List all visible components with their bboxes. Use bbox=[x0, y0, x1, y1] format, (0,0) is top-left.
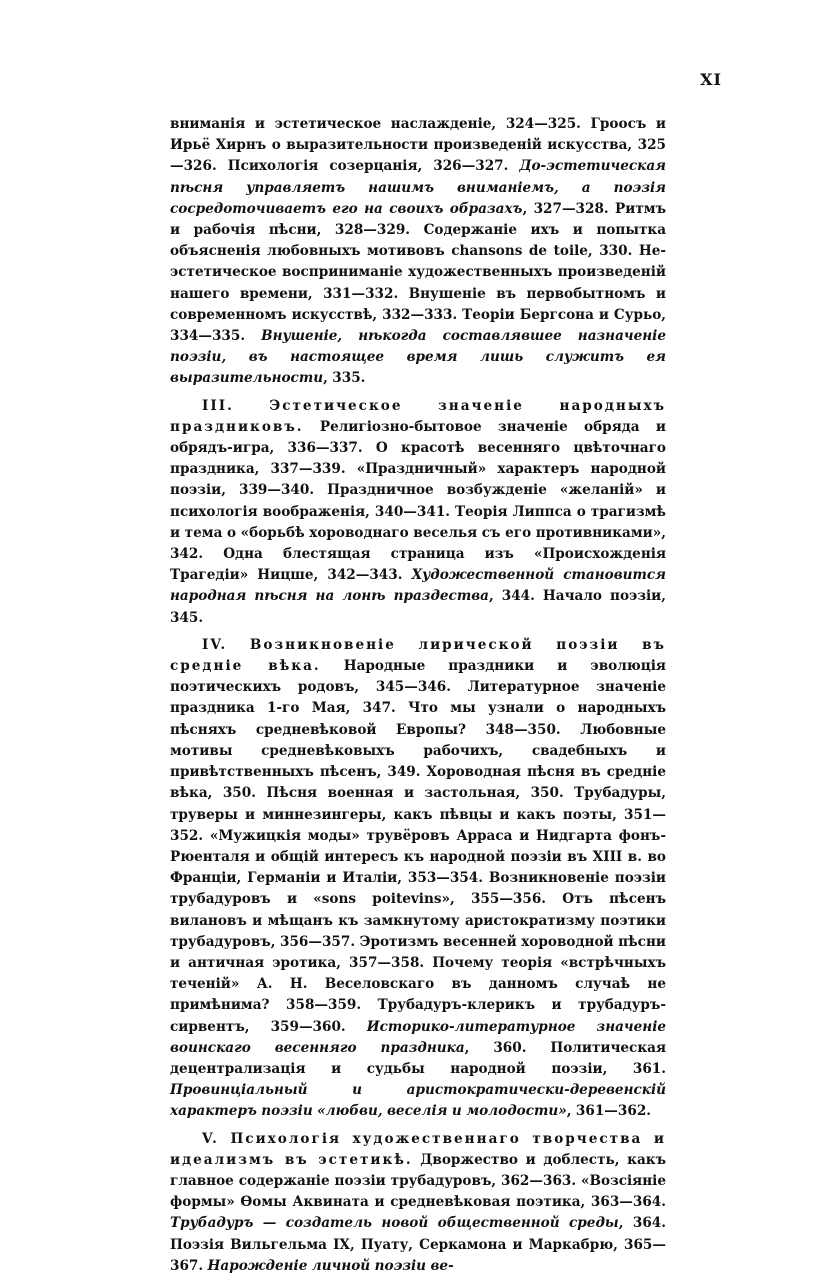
body-text: , 327—328. Ритмъ и рабочія пѣсни, 328—329. Содержаніе ихъ и попытка объясненія любовныхъ мотивовъ chansons de toile, 330. Не-эстетическое восприниманіе художественныхъ произведеній нашего времени, 331—332. Внушеніе въ первобытномъ и современномъ искусствѣ, 332—333. Теоріи Бергсона и Сурьо, 334—335. bbox=[170, 200, 667, 345]
body-text: Дворжество и доблесть, какъ главное содержаніе поэзіи трубадуровъ, 362—363. «Возсіяніе формы» Ѳомы Аквината и средневѣковая поэтика, 363—364. bbox=[170, 1151, 667, 1211]
body-text: Народные праздники и эволюція поэтическихъ родовъ, 345—346. Литературное значеніе праздника 1-го Мая, 347. Что мы узнали о народныхъ пѣсняхъ средневѣковой Европы? 348—350. Любовные мотивы средневѣковыхъ рабочихъ, свадебныхъ и привѣтственныхъ пѣсенъ, 349. Хороводная пѣсня въ средніе вѣка, 350. Пѣсня военная и застольная, 350. Трубадуры, труверы и миннезингеры, какъ пѣвцы и какъ поэты, 351—352. «Мужицкія моды» трувёровъ Арраса и Нидгарта фонъ-Рюенталя и общій интересъ къ народной поэзіи въ XIII в. во Франціи, Германіи и Италіи, 353—354. Возникновеніе поэзіи трубадуровъ и «sons poitevins», 355—356. Отъ пѣсенъ вилановъ и мѣщанъ къ замкнутому аристократизму поэтики трубадуровъ, 356—357. Эротизмъ весенней хороводной пѣсни и античная эротика, 357—358. Почему теорія «встрѣчныхъ теченій» А. Н. Веселовскаго въ данномъ случаѣ не примѣнима? 358—359. Трубадуръ-клерикъ и трубадуръ-сирвентъ, 359—360. bbox=[170, 658, 666, 1035]
italic-text: До-эстетическая пѣсня управляетъ нашимъ вниманіемъ, а поэзія сосредоточиваетъ его на своихъ образахъ bbox=[170, 158, 666, 217]
body-text: , 344. Начало поэзіи, 345. bbox=[170, 588, 666, 626]
section-heading: V. Психологія художественнаго творчества и идеализмъ въ эстетикѣ. bbox=[170, 1130, 666, 1168]
section-iii-paragraph bbox=[170, 396, 666, 629]
section-heading: IV. Возникновеніе лирической поэзіи въ средніе вѣка. bbox=[170, 636, 666, 675]
paragraph-continuation bbox=[170, 114, 666, 390]
section-iv-paragraph bbox=[170, 635, 666, 1123]
body-text: , 364. Поэзія Вильгельма IX, Пуату, Серкамона и Маркабрю, 365—367. bbox=[170, 1215, 666, 1274]
page-number: XI bbox=[700, 70, 722, 89]
italic-text: Нарожденіе личной поэзіи ве- bbox=[207, 1257, 454, 1274]
italic-text: Художественной становится народная пѣсня на лонѣ праздества bbox=[170, 567, 667, 605]
body-text: , 360. Политическая децентрализація и судьбы народной поэзіи, 361. bbox=[170, 1039, 666, 1077]
body-text: вниманія и эстетическое наслажденіе, 324—325. Гроосъ и Ирьё Хирнъ о выразительности произведеній искусства, 325—326. Психологія созерцанія, 326—327. bbox=[170, 116, 666, 175]
text-body bbox=[170, 114, 666, 1283]
italic-text: Историко-литературное значеніе воинскаго весенняго праздника bbox=[170, 1018, 667, 1056]
italic-text: Внушеніе, нѣкогда составлявшее назначеніе поэзіи, въ настоящее время лишь служитъ ея выразительности bbox=[170, 328, 666, 387]
body-text: Религіозно-бытовое значеніе обряда и обрядъ-игра, 336—337. О красотѣ весенняго цвѣточнаго праздника, 337—339. «Праздничный» характеръ народной поэзіи, 339—340. Праздничное возбужденіе «желаній» и психологія воображенія, 340—341. Теорія Липпса о трагизмѣ и тема о «борьбѣ хороводнаго веселья съ его противниками», 342. Одна блестящая страница изъ «Происхожденія Трагедіи» Ницше, 342—343. bbox=[170, 418, 666, 584]
section-heading: III. Эстетическое значеніе народныхъ праздниковъ. bbox=[170, 397, 666, 435]
italic-text: Трубадуръ — создатель новой общественной среды bbox=[170, 1215, 619, 1232]
italic-text: Провинціальный и аристократически-деревенскій характеръ поэзіи «любви, веселія и молодости» bbox=[170, 1082, 666, 1120]
body-text: , 361—362. bbox=[566, 1103, 652, 1120]
body-text: , 335. bbox=[323, 370, 366, 387]
section-v-paragraph bbox=[170, 1129, 666, 1277]
